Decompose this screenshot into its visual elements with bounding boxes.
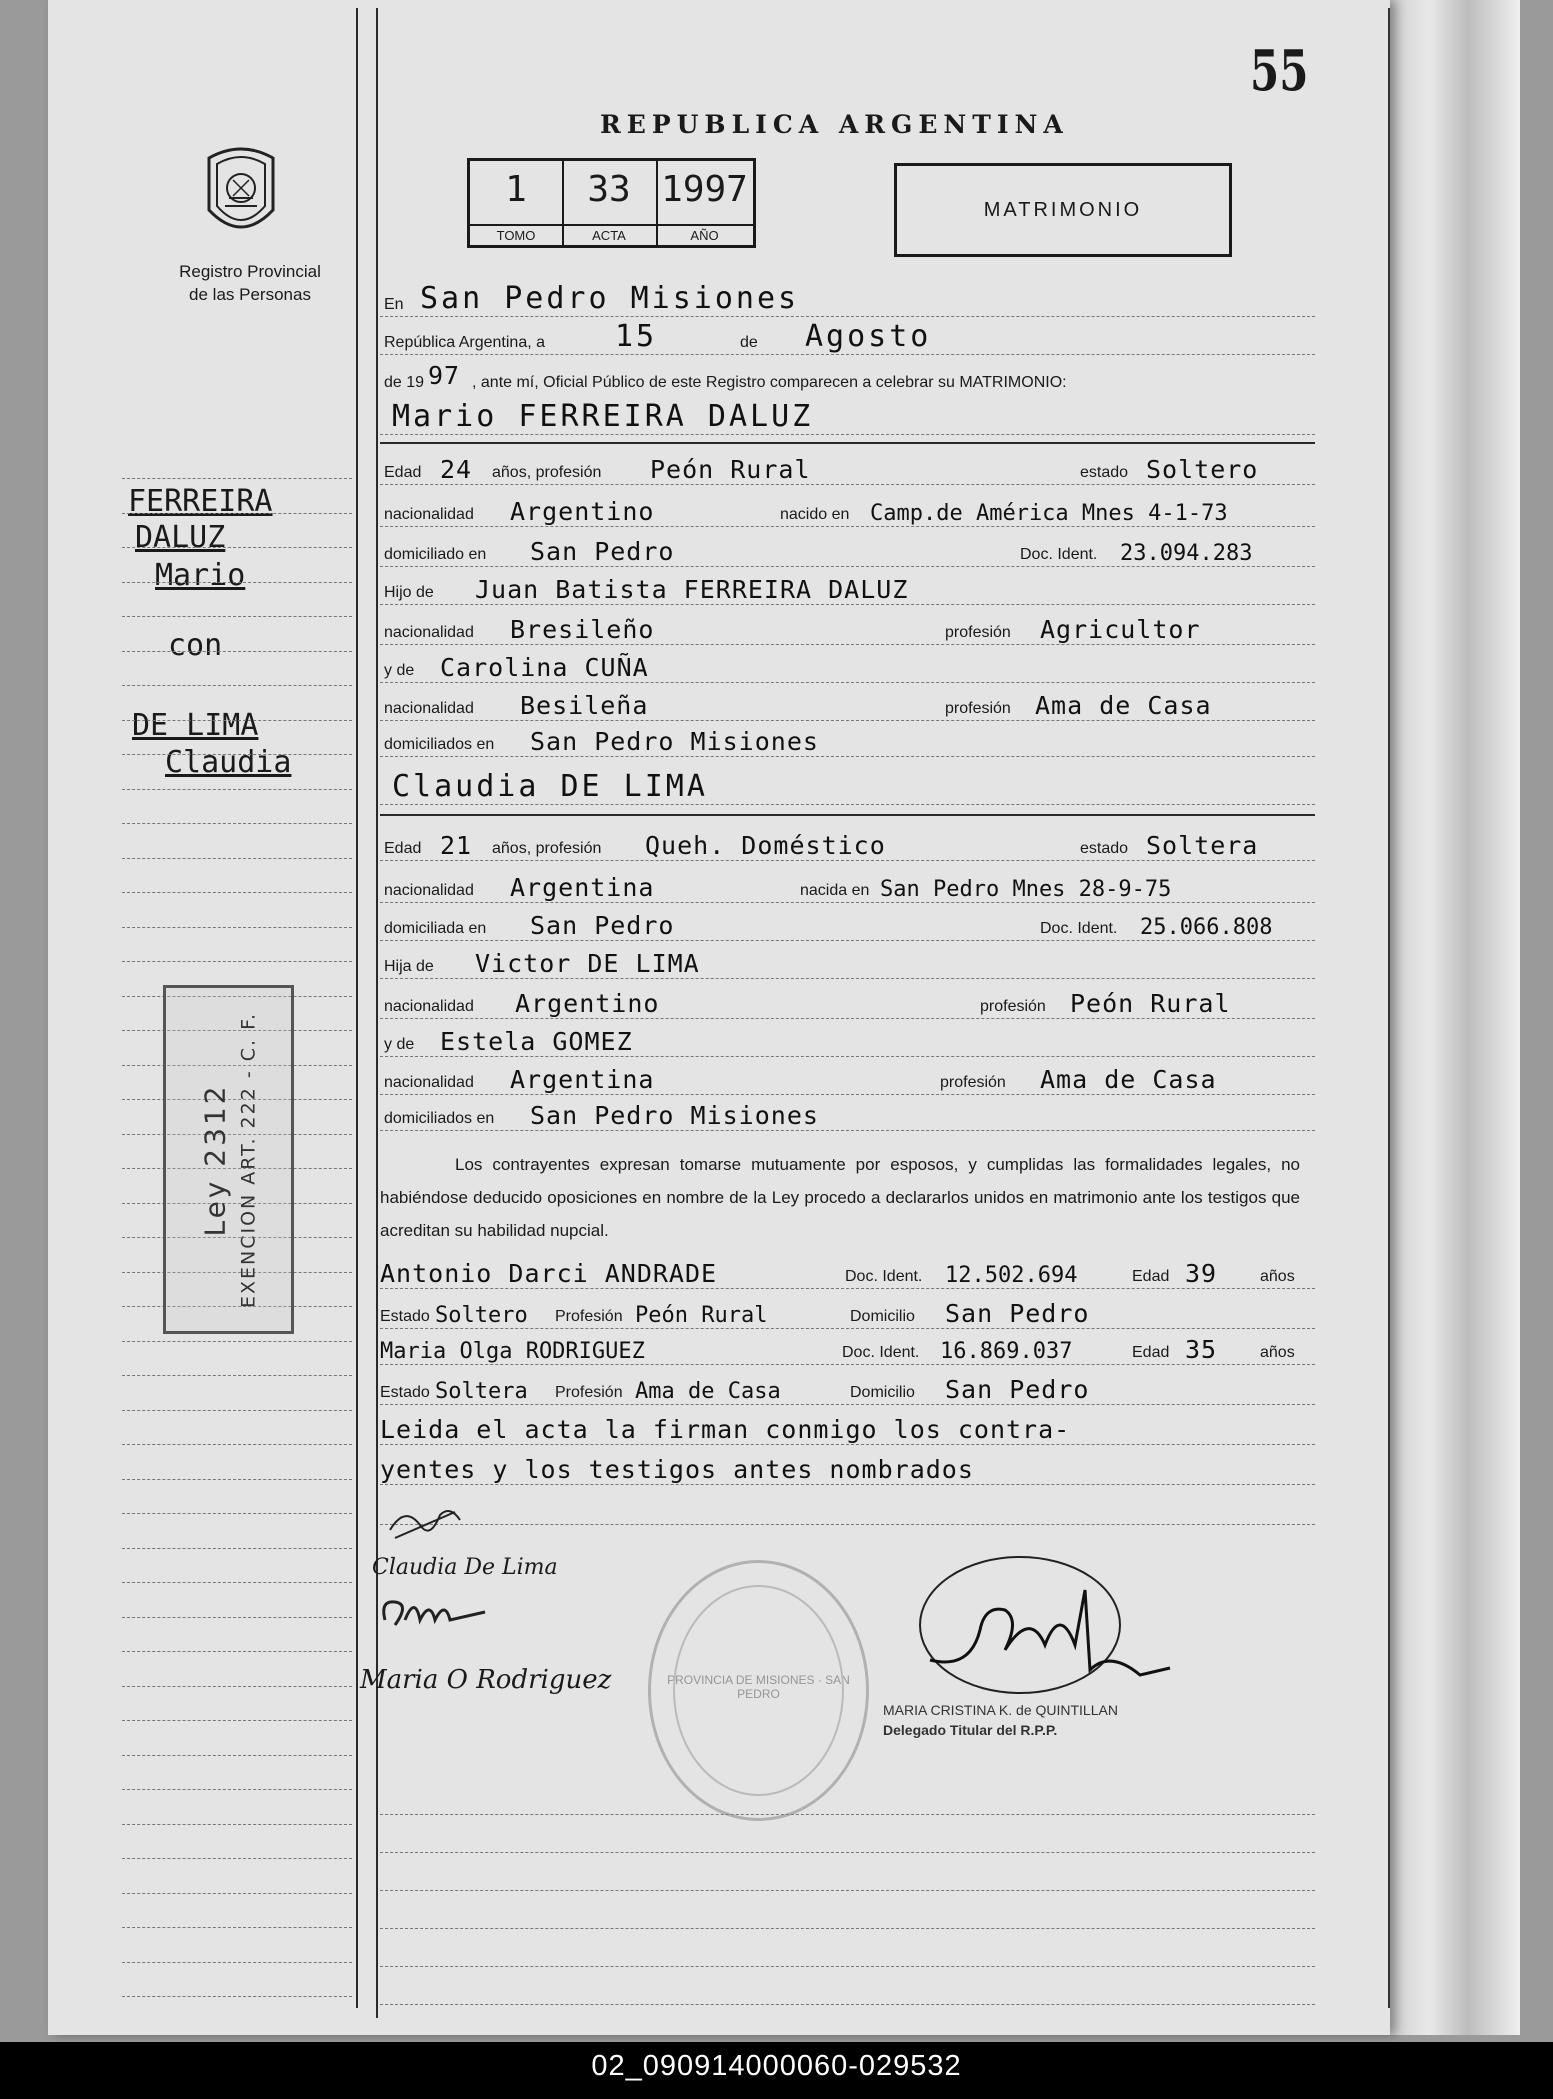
witness-2-domicile: San Pedro [945, 1375, 1090, 1404]
bride-profession: Queh. Doméstico [645, 831, 886, 860]
section-rule [380, 442, 1315, 444]
groom-civil-status: Soltero [1146, 455, 1259, 484]
witness-1-profession: Peón Rural [635, 1303, 768, 1328]
estado-label: estado [1080, 840, 1129, 857]
doc-label: Doc. Ident. [845, 1268, 923, 1285]
groom-father-nationality: Bresileño [510, 615, 655, 644]
stamp-line-2: EXENCION ART. 222 - C. F. [237, 1011, 259, 1308]
witness-1-domicile: San Pedro [945, 1299, 1090, 1328]
en-label: En [384, 296, 404, 313]
republica-label: República Argentina, a [384, 334, 545, 351]
witness-1-line [380, 1254, 1315, 1294]
groom-father-nat-line [380, 610, 1315, 650]
margin-ruled-line [122, 927, 352, 928]
official-block [883, 1702, 1118, 1738]
year-prefix: de 19 [384, 374, 425, 391]
stamp-line-1: Ley 2312 [198, 1082, 231, 1237]
ruled-line [380, 1490, 1315, 1530]
document-type-box: MATRIMONIO [894, 163, 1232, 257]
margin-ruled-line [122, 789, 352, 790]
profesion-label: profesión [945, 624, 1011, 641]
bride-father-nationality: Argentino [515, 989, 660, 1018]
seal-text: PROVINCIA DE MISIONES · SAN PEDRO [667, 1673, 850, 1701]
scan-id: 02_090914000060-029532 [591, 2050, 962, 2082]
margin-ruled-line [122, 1410, 352, 1411]
closing-line-2 [380, 1450, 1315, 1490]
bride-mother-nat-line [380, 1060, 1315, 1100]
stamp-text [198, 1011, 259, 1307]
margin-ruled-line [122, 892, 352, 893]
bride-domicile-line [380, 906, 1315, 946]
registry-line-2: de las Personas [189, 285, 311, 304]
declaration-text: Los contrayentes expresan tomarse mutuamente por esposos, y cumplidas las formalidades legales, no habiéndose deducido oposiciones en nombre de la Ley procedo a declararlos unidos en matrimonio ante los testigos que acreditan su habilidad nupcial. [380, 1155, 1300, 1240]
closing-text-1: Leida el acta la firman conmigo los contra- [380, 1415, 1071, 1444]
bride-civil-status: Soltera [1146, 831, 1259, 860]
margin-rule [376, 8, 378, 2018]
signature-witness: Maria O Rodriguez [360, 1665, 612, 1695]
margin-ruled-line [122, 1513, 352, 1514]
bride-father: Victor DE LIMA [475, 949, 700, 978]
place-line [380, 282, 1315, 322]
margin-ruled-line [122, 582, 352, 583]
bride-name: Claudia DE LIMA [392, 769, 708, 804]
groom-parents-domicile-line [380, 722, 1315, 762]
signature-bride: Claudia De Lima [372, 1555, 558, 1580]
nacida-label: nacida en [800, 882, 870, 899]
scan-footer [0, 2042, 1553, 2099]
witness-1-status: Soltero [435, 1303, 528, 1328]
country-heading: REPUBLICA ARGENTINA [600, 110, 1069, 139]
exemption-stamp [163, 985, 294, 1334]
signature-scribble-icon [385, 1500, 465, 1545]
margin-ruled-line [122, 1375, 352, 1376]
groom-father: Juan Batista FERREIRA DALUZ [475, 575, 909, 604]
right-rule [1388, 8, 1390, 2008]
margin-ruled-line [122, 1651, 352, 1652]
nacionalidad-label: nacionalidad [384, 506, 474, 523]
registry-line-1: Registro Provincial [179, 262, 321, 281]
domiciliados-label: domiciliados en [384, 736, 495, 753]
ruled-line [380, 1932, 1315, 1972]
margin-given-2: Claudia [165, 745, 292, 780]
doc-label: Doc. Ident. [1040, 920, 1118, 937]
margin-surname-1: FERREIRA [128, 484, 273, 519]
margin-ruled-line [122, 823, 352, 824]
ano-value: 1997 [661, 169, 748, 210]
bride-mother-line [380, 1022, 1315, 1062]
closing-line-1 [380, 1410, 1315, 1450]
margin-ruled-line [122, 1548, 352, 1549]
groom-mother: Carolina CUÑA [440, 653, 649, 682]
closing-text-2: yentes y los testigos antes nombrados [380, 1455, 974, 1484]
groom-father-profession: Agricultor [1040, 615, 1201, 644]
witness-2-name: Maria Olga RODRIGUEZ [380, 1339, 645, 1364]
witness-2-detail-line [380, 1370, 1315, 1410]
bride-mother: Estela GOMEZ [440, 1027, 633, 1056]
nacionalidad-label: nacionalidad [384, 624, 474, 641]
margin-con: con [168, 628, 223, 663]
bride-name-line [380, 770, 1315, 810]
groom-mother-line [380, 648, 1315, 688]
nacionalidad-label: nacionalidad [384, 998, 474, 1015]
profesion-label: profesión [980, 998, 1046, 1015]
groom-father-line [380, 570, 1315, 610]
official-title: Delegado Titular del R.P.P. [883, 1722, 1058, 1738]
estado-label: Estado [380, 1308, 430, 1325]
signature-groom-icon [375, 1590, 495, 1635]
anos-label: años [1260, 1344, 1295, 1361]
margin-ruled-line [122, 1962, 352, 1963]
margin-surname-3: DE LIMA [132, 708, 259, 743]
tomo-cell [470, 161, 564, 245]
bride-mother-profession: Ama de Casa [1040, 1065, 1217, 1094]
ruled-line [380, 1856, 1315, 1896]
bride-mother-nationality: Argentina [510, 1065, 655, 1094]
acta-value: 33 [587, 169, 631, 210]
margin-ruled-line [122, 513, 352, 514]
profesion-label: Profesión [555, 1384, 623, 1401]
nacido-label: nacido en [780, 506, 850, 523]
date-line [380, 320, 1315, 360]
place-value: San Pedro Misiones [420, 281, 800, 316]
official-signature-icon [910, 1550, 1180, 1710]
edad-label: Edad [1132, 1268, 1170, 1285]
domicilio-label: Domicilio [850, 1384, 915, 1401]
margin-rule-outer [356, 8, 358, 2008]
bride-father-profession: Peón Rural [1070, 989, 1231, 1018]
bride-father-line [380, 944, 1315, 984]
ano-cell [656, 161, 753, 245]
provincial-coat-of-arms-icon [203, 140, 279, 244]
statement-text: , ante mí, Oficial Público de este Registro comparecen a celebrar su MATRIMONIO: [472, 374, 1067, 391]
witness-2-status: Soltera [435, 1379, 528, 1404]
registry-name [155, 260, 345, 306]
profesion-label: profesión [945, 700, 1011, 717]
de-label: de [740, 334, 758, 351]
groom-parents-domicile: San Pedro Misiones [530, 727, 819, 756]
nacionalidad-label: nacionalidad [384, 700, 474, 717]
page-stack-edge [1390, 0, 1520, 2035]
witness-2-line [380, 1330, 1315, 1370]
day-value: 15 [615, 319, 658, 354]
bride-age: 21 [440, 831, 473, 860]
tomo-value: 1 [505, 169, 527, 210]
hijo-label: Hijo de [384, 584, 434, 601]
groom-mother-profession: Ama de Casa [1035, 691, 1212, 720]
margin-ruled-line [122, 1755, 352, 1756]
witness-2-doc: 16.869.037 [940, 1339, 1073, 1364]
statement-line [380, 360, 1315, 400]
margin-ruled-line [122, 1479, 352, 1480]
groom-profession: Peón Rural [650, 455, 811, 484]
doc-label: Doc. Ident. [1020, 546, 1098, 563]
anos-label: años [1260, 1268, 1295, 1285]
edad-label: Edad [384, 464, 422, 481]
domiciliada-label: domiciliada en [384, 920, 487, 937]
margin-ruled-line [122, 1927, 352, 1928]
margin-ruled-line [122, 547, 352, 548]
groom-mother-nat-line [380, 686, 1315, 726]
profesion-label: profesión [940, 1074, 1006, 1091]
groom-mother-nationality: Besileña [520, 691, 649, 720]
margin-ruled-line [122, 616, 352, 617]
margin-ruled-line [122, 1824, 352, 1825]
margin-ruled-line [122, 478, 352, 479]
margin-ruled-line [122, 1582, 352, 1583]
margin-surname-2: DALUZ [135, 520, 226, 555]
nacionalidad-label: nacionalidad [384, 882, 474, 899]
tomo-label: TOMO [470, 224, 562, 243]
margin-ruled-line [122, 651, 352, 652]
ano-label: AÑO [656, 224, 753, 243]
margin-ruled-line [122, 1686, 352, 1687]
bride-father-nat-line [380, 984, 1315, 1024]
domicilio-label: Domicilio [850, 1308, 915, 1325]
ruled-line [380, 1780, 1315, 1820]
margin-ruled-line [122, 720, 352, 721]
margin-ruled-line [122, 1893, 352, 1894]
margin-ruled-line [122, 1858, 352, 1859]
official-name: MARIA CRISTINA K. de QUINTILLAN [883, 1702, 1118, 1718]
bride-age-line [380, 826, 1315, 866]
y-de-label: y de [384, 662, 415, 679]
ruled-line [380, 1894, 1315, 1934]
estado-label: Estado [380, 1384, 430, 1401]
nacionalidad-label: nacionalidad [384, 1074, 474, 1091]
acta-cell [562, 161, 658, 245]
witness-2-profession: Ama de Casa [635, 1379, 781, 1404]
margin-ruled-line [122, 961, 352, 962]
hija-label: Hija de [384, 958, 434, 975]
margin-ruled-line [122, 1444, 352, 1445]
estado-label: estado [1080, 464, 1129, 481]
anos-profesion-label: años, profesión [492, 464, 602, 481]
edad-label: Edad [384, 840, 422, 857]
margin-ruled-line [122, 858, 352, 859]
groom-doc: 23.094.283 [1120, 541, 1253, 566]
witness-1-doc: 12.502.694 [945, 1263, 1078, 1288]
margin-ruled-line [122, 685, 352, 686]
groom-nationality-line [380, 492, 1315, 532]
ruled-line [380, 1818, 1315, 1858]
domiciliado-label: domiciliado en [384, 546, 487, 563]
year-value: 97 [428, 361, 461, 390]
witness-2-age: 35 [1185, 1335, 1218, 1364]
bride-parents-domicile-line [380, 1096, 1315, 1136]
groom-name: Mario FERREIRA DALUZ [392, 399, 814, 434]
record-box [467, 158, 756, 248]
groom-birth: Camp.de América Mnes 4-1-73 [870, 501, 1228, 526]
acta-label: ACTA [562, 224, 656, 243]
witness-1-name: Antonio Darci ANDRADE [380, 1259, 718, 1288]
y-de-label: y de [384, 1036, 415, 1053]
bride-nationality: Argentina [510, 873, 655, 902]
section-rule [380, 814, 1315, 816]
margin-ruled-line [122, 1720, 352, 1721]
domiciliados-label: domiciliados en [384, 1110, 495, 1127]
groom-nationality: Argentino [510, 497, 655, 526]
ruled-line [380, 1970, 1315, 2010]
bride-domicile: San Pedro [530, 911, 675, 940]
witness-1-age: 39 [1185, 1259, 1218, 1288]
groom-domicile: San Pedro [530, 537, 675, 566]
groom-age: 24 [440, 455, 473, 484]
edad-label: Edad [1132, 1344, 1170, 1361]
margin-ruled-line [122, 1341, 352, 1342]
groom-domicile-line [380, 532, 1315, 572]
groom-age-line [380, 450, 1315, 490]
bride-birth: San Pedro Mnes 28-9-75 [880, 877, 1172, 902]
margin-ruled-line [122, 754, 352, 755]
profesion-label: Profesión [555, 1308, 623, 1325]
margin-given-1: Mario [155, 558, 246, 593]
bride-doc: 25.066.808 [1140, 915, 1273, 940]
page-number: 55 [1250, 38, 1309, 104]
groom-name-line [380, 400, 1315, 440]
anos-profesion-label: años, profesión [492, 840, 602, 857]
official-round-seal [648, 1560, 869, 1821]
margin-ruled-line [122, 1617, 352, 1618]
bride-parents-domicile: San Pedro Misiones [530, 1101, 819, 1130]
bride-nationality-line [380, 868, 1315, 908]
doc-label: Doc. Ident. [842, 1344, 920, 1361]
margin-ruled-line [122, 1996, 352, 1997]
witness-1-detail-line [380, 1294, 1315, 1334]
month-value: Agosto [805, 319, 932, 354]
margin-ruled-line [122, 1789, 352, 1790]
